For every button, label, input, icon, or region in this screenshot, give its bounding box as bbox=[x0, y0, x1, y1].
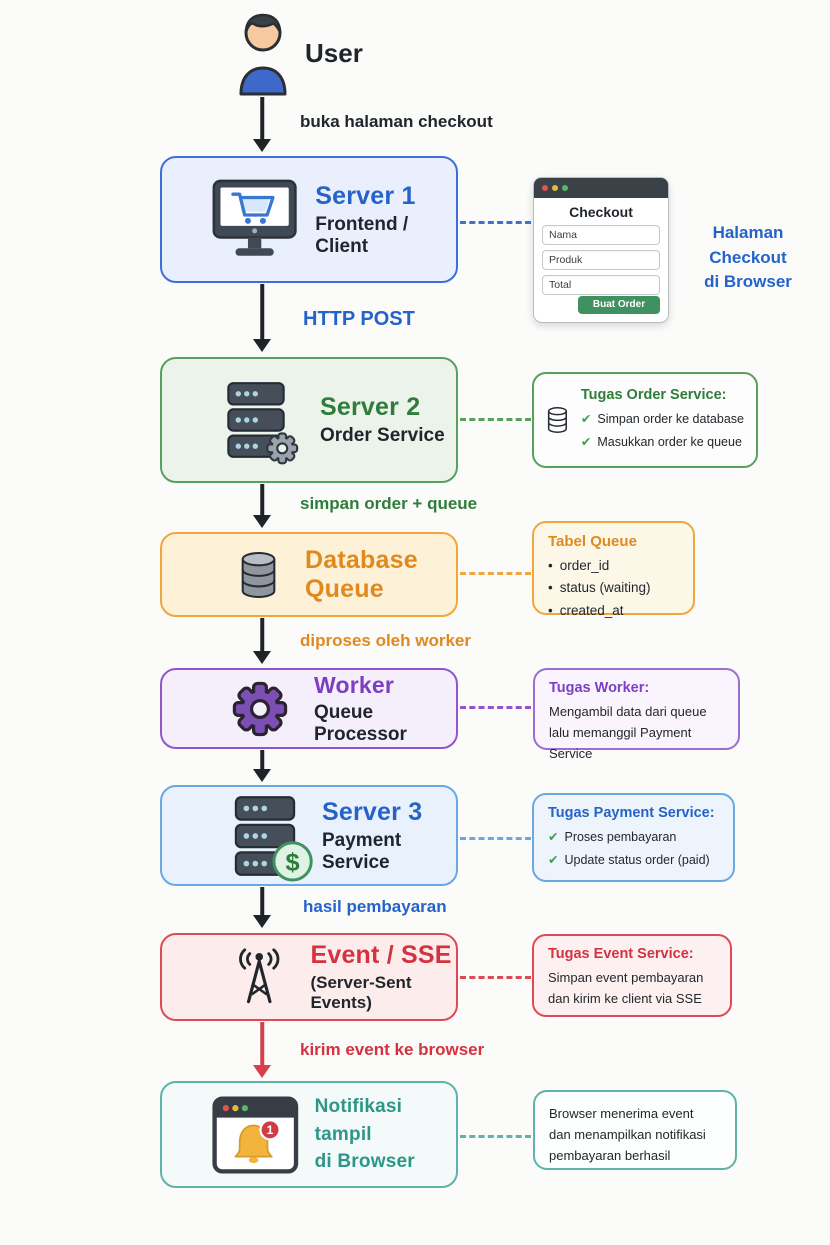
worker-panel-title: Tugas Worker: bbox=[549, 680, 650, 696]
event-service-panel bbox=[532, 934, 732, 1017]
notif-line1: Browser menerima event bbox=[549, 1106, 694, 1121]
check-icon bbox=[548, 853, 564, 867]
check-icon bbox=[581, 412, 597, 426]
queue-field-2: • status (waiting) bbox=[548, 577, 679, 599]
connector-server1 bbox=[460, 221, 531, 224]
order-service-panel bbox=[532, 372, 758, 468]
database-queue-node bbox=[160, 532, 458, 617]
nama-field: Nama bbox=[542, 225, 660, 245]
event-task-line1: Simpan event pembayaran bbox=[548, 970, 704, 985]
arrow-label-http-post: HTTP POST bbox=[303, 308, 415, 330]
server3-node bbox=[160, 785, 458, 886]
server1-node bbox=[160, 156, 458, 283]
traffic-light-red-icon bbox=[542, 185, 548, 191]
tabel-queue-panel bbox=[532, 521, 695, 618]
worker-panel bbox=[533, 668, 740, 762]
checkout-browser-mock bbox=[533, 177, 669, 323]
notif-title-line1: Notifikasi tampil bbox=[314, 1096, 403, 1145]
total-field: Total bbox=[542, 275, 660, 295]
broadcast-antenna-icon bbox=[234, 942, 284, 1012]
notification-badge: 1 bbox=[266, 1122, 274, 1137]
browser-notification-bell-icon bbox=[212, 1093, 299, 1177]
server2-subtitle: Order Service bbox=[320, 425, 445, 446]
server3-title: Server 3 bbox=[322, 797, 423, 826]
flow-arrow-6 bbox=[253, 887, 271, 928]
sse-title: Event / SSE bbox=[310, 941, 452, 969]
server3-subtitle: Payment Service bbox=[322, 829, 402, 873]
order-task-1: Simpan order ke database bbox=[597, 412, 744, 426]
produk-field: Produk bbox=[542, 250, 660, 270]
flow-arrow-3 bbox=[253, 484, 271, 528]
notif-title-line2: di Browser bbox=[314, 1151, 415, 1173]
server1-subtitle: Frontend / Client bbox=[315, 213, 409, 257]
payment-task-2: Update status order (paid) bbox=[564, 852, 710, 867]
arrow-label-diproses: diproses oleh worker bbox=[300, 631, 471, 650]
server-rack-dollar-icon bbox=[224, 794, 306, 878]
check-icon bbox=[548, 830, 564, 844]
connector-dbqueue bbox=[460, 572, 531, 575]
event-panel-title: Tugas Event Service: bbox=[548, 946, 694, 962]
notif-line3: pembayaran berhasil bbox=[549, 1148, 671, 1164]
notification-node bbox=[160, 1081, 458, 1188]
connector-server3 bbox=[460, 837, 531, 840]
server-rack-gear-icon bbox=[217, 375, 295, 465]
flow-arrow-7 bbox=[253, 1022, 271, 1078]
notif-line2: dan menampilkan notifikasi bbox=[549, 1127, 706, 1143]
flow-arrow-4 bbox=[253, 618, 271, 664]
worker-subtitle: Queue Processor bbox=[313, 701, 407, 745]
queue-field-1: • order_id bbox=[548, 555, 679, 577]
connector-server2 bbox=[460, 418, 531, 421]
notif-title bbox=[315, 1093, 456, 1176]
gear-icon bbox=[232, 678, 288, 740]
order-panel-title: Tugas Order Service: bbox=[580, 387, 727, 403]
event-task-line2: dan kirim ke client via SSE bbox=[548, 991, 702, 1007]
buat-order-button: Buat Order bbox=[578, 296, 660, 314]
checkout-caption-line2: di Browser bbox=[704, 272, 792, 292]
payment-service-panel bbox=[532, 793, 735, 882]
payment-task-1: Proses pembayaran bbox=[564, 830, 677, 844]
connector-worker bbox=[460, 706, 531, 709]
server2-title: Server 2 bbox=[320, 393, 421, 421]
queue-field-3: • created_at bbox=[548, 600, 679, 622]
checkout-title: Checkout bbox=[569, 204, 633, 220]
worker-task-line2: lalu memanggil Payment Service bbox=[549, 725, 692, 762]
monitor-cart-icon bbox=[208, 175, 301, 265]
database-outline-icon bbox=[546, 391, 569, 449]
arrow-label-hasil: hasil pembayaran bbox=[303, 897, 447, 916]
server1-title: Server 1 bbox=[315, 181, 416, 210]
dollar-badge-label: $ bbox=[285, 847, 300, 876]
traffic-light-green-icon bbox=[562, 185, 568, 191]
traffic-light-yellow-icon bbox=[552, 185, 558, 191]
check-icon bbox=[581, 435, 597, 449]
arrow-label-simpan: simpan order + queue bbox=[300, 494, 478, 513]
arrow-label-buka: buka halaman checkout bbox=[300, 112, 493, 131]
arrow-label-kirim: kirim event ke browser bbox=[300, 1040, 485, 1059]
checkout-caption-line1: Halaman Checkout bbox=[709, 223, 787, 267]
sse-subtitle: (Server-Sent Events) bbox=[310, 973, 412, 1012]
user-avatar-icon bbox=[233, 8, 293, 96]
flow-arrow-1 bbox=[253, 97, 271, 152]
payment-panel-title: Tugas Payment Service: bbox=[548, 805, 715, 821]
worker-node bbox=[160, 668, 458, 749]
checkout-caption bbox=[672, 221, 824, 295]
connector-sse bbox=[460, 976, 531, 979]
flow-arrow-2 bbox=[253, 284, 271, 352]
user-label: User bbox=[305, 38, 363, 68]
worker-title: Worker bbox=[313, 671, 394, 698]
browser-titlebar bbox=[534, 178, 668, 198]
connector-notif bbox=[460, 1135, 531, 1138]
event-sse-node bbox=[160, 933, 458, 1021]
database-cylinder-icon bbox=[238, 542, 279, 608]
server2-node bbox=[160, 357, 458, 483]
worker-task-line1: Mengambil data dari queue bbox=[549, 704, 707, 719]
dbqueue-title: Database Queue bbox=[305, 545, 418, 603]
queue-panel-title: Tabel Queue bbox=[548, 533, 637, 550]
order-task-2: Masukkan order ke queue bbox=[597, 434, 742, 449]
flow-arrow-5 bbox=[253, 750, 271, 782]
browser-result-panel bbox=[533, 1090, 737, 1170]
